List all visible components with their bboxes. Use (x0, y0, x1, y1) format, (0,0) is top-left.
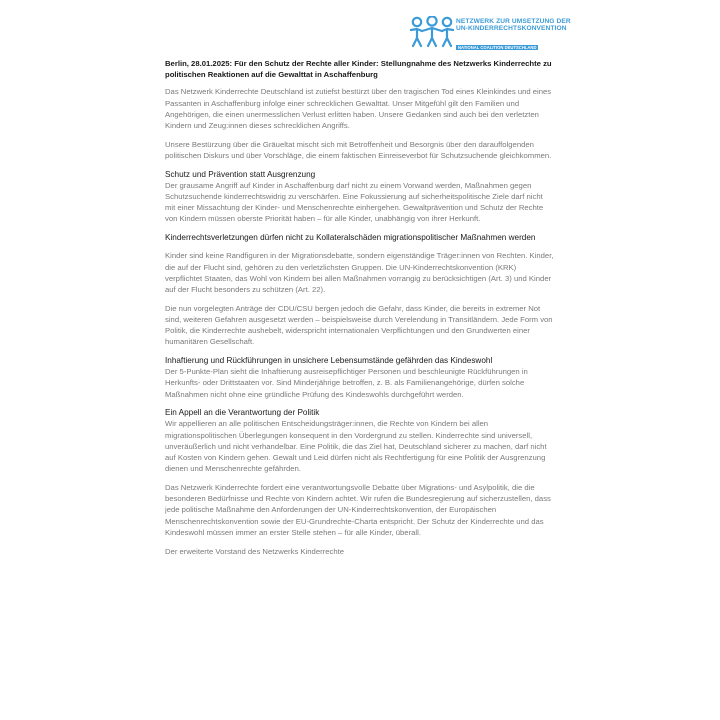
statement-title: Berlin, 28.01.2025: Für den Schutz der Rechte aller Kinder: Stellungnahme des Netzwerks Kinderrechte zu politischen Reaktionen auf die Gewalttat in Aschaffenburg (165, 59, 552, 80)
section-paragraph: Kinder sind keine Randfiguren in der Migrationsdebatte, sondern eigenständige Träger:innen von Rechten. Kinder, die auf der Flucht sind, gehören zu den verletzlichsten Gruppen. Die UN-Kinderrechtskonvention (KRK) verpflichtet Staaten, das Wohl von Kindern bei allen Maßnahmen vorrangig zu berücksichtigen (Art. 3) und Kinder auf der Flucht besonders zu schützen (Art. 22). (165, 251, 554, 294)
organization-name-line2: UN-KINDERRECHTSKONVENTION (456, 25, 567, 32)
signature-line: Der erweiterte Vorstand des Netzwerks Kinderrechte (165, 546, 345, 556)
section-heading: Inhaftierung und Rückführungen in unsichere Lebensumstände gefährden das Kindeswohl (165, 355, 493, 365)
organization-name-line1: NETZWERK ZUR UMSETZUNG DER (456, 18, 571, 25)
section-paragraph: Der grausame Angriff auf Kinder in Aschaffenburg darf nicht zu einem Vorwand werden, Maßnahmen gegen Schutzsuchende kinderrechtswidrig zu verschärfen. Eine Fokussierung auf sicherheitspolitische Ziele darf nicht mit einer Missachtung der Kinder- und Menschenrechte einhergehen. Gewaltprävention und Schutz der Rechte von Kindern müssen oberste Priorität haben – für alle Kinder, unabhängig von ihrer Herkunft. (165, 180, 544, 224)
section-paragraph: Wir appellieren an alle politischen Entscheidungsträger:innen, die Rechte von Kindern bei allen migrationspolitischen Überlegungen konsequent in den Vordergrund zu stellen. Kinderrechte sind universell, unveräußerlich und nicht verhandelbar. Eine Politik, die das Ziel hat, Deutschland sicherer zu machen, darf nicht auf Kosten von Kindern gehen. Gewalt und Leid dürfen nicht als Rechtfertigung für eine Politik der Ausgrenzung dienen und Menschenrechte gefährden. (165, 419, 547, 474)
section-heading: Kinderrechtsverletzungen dürfen nicht zu Kollateralschäden migrationspolitischer Maßnahmen werden (165, 233, 536, 243)
children-figures-icon (410, 16, 454, 48)
section-heading: Schutz und Prävention statt Ausgrenzung (165, 169, 316, 179)
intro-paragraph: Unsere Bestürzung über die Gräueltat mischt sich mit Betroffenheit und Besorgnis über den darauffolgenden politischen Diskurs und über Vorschläge, die einem faktischen Einreiseverbot für Schutzsuchende gleichkommen. (165, 139, 552, 160)
statement-body (165, 58, 555, 564)
section-paragraph: Das Netzwerk Kinderrechte fordert eine verantwortungsvolle Debatte über Migrations- und Asylpolitik, die die besonderen Bedürfnisse und Rechte von Kindern achtet. Wir rufen die Bundesregierung auf sicherzustellen, dass jede politische Maßnahme den Anforderungen der UN-Kinderrechtskonvention, der Europäischen Menschenrechtskonvention sowie der EU-Grundrechte-Charta entspricht. Der Schutz der Kinderrechte und das Kindeswohl müssen immer an erster Stelle stehen – für alle Kinder, überall. (165, 483, 551, 537)
section-paragraph: Der 5-Punkte-Plan sieht die Inhaftierung ausreisepflichtiger Personen und beschleunigte Rückführungen in Herkunfts- oder Drittstaaten vor. Sind Minderjährige betroffen, z. B. als Familienangehörige, dürfen solche Maßnahmen nicht ohne eine gründliche Prüfung des Kindeswohls durchgeführt werden. (165, 367, 528, 399)
organization-name (456, 18, 571, 32)
organization-subtitle: NATIONAL COALITION DEUTSCHLAND (458, 45, 537, 50)
intro-paragraph: Das Netzwerk Kinderrechte Deutschland ist zutiefst bestürzt über den tragischen Tod eines Kleinkindes und eines Passanten in Aschaffenburg infolge einer schrecklichen Gewalttat. Unser Mitgefühl gilt den Familien und Angehörigen, die einen unermesslichen Verlust erlitten haben. Unsere Gedanken sind auch bei den verletzten Kindern und Zeug:innen dieses schrecklichen Angriffs. (165, 87, 552, 131)
section-paragraph: Die nun vorgelegten Anträge der CDU/CSU bergen jedoch die Gefahr, dass Kinder, die bereits in extremer Not sind, weiteren Gefahren ausgesetzt werden – beispielsweise durch Verelendung in Transitländern. Jede Form von Politik, die Kinderrechte aushebelt, widerspricht internationalen Verpflichtungen und den Grundwerten einer humanitären Gesellschaft. (165, 303, 553, 347)
organization-logo (410, 14, 571, 50)
section-heading: Ein Appell an die Verantwortung der Politik (165, 408, 320, 418)
